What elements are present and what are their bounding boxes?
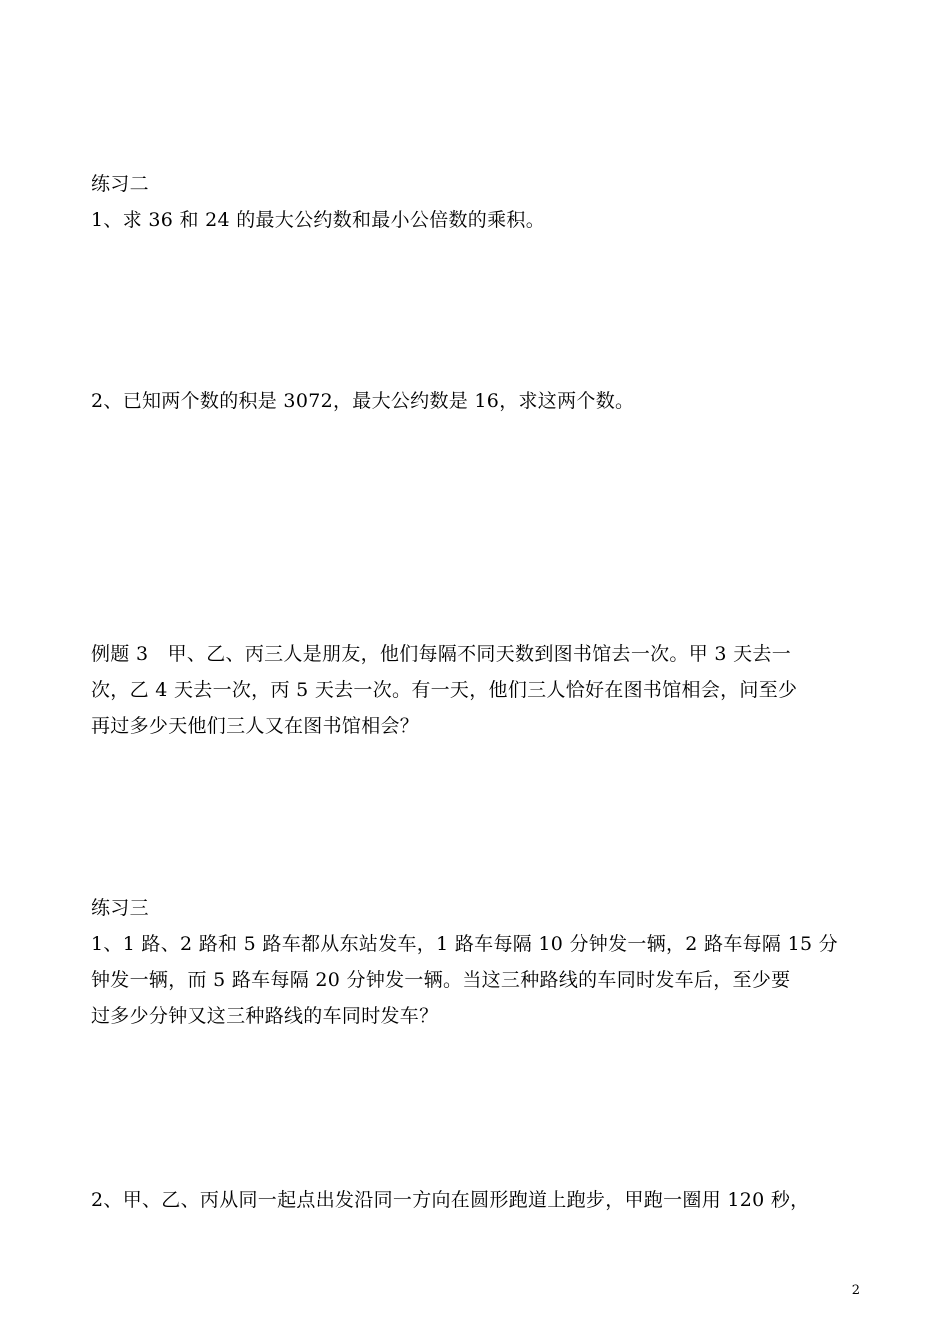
example-3-line: 例题 3 甲、乙、丙三人是朋友，他们每隔不同天数到图书馆去一次。甲 3 天去一 [91, 643, 791, 665]
exercise-2-question-1: 1、求 36 和 24 的最大公约数和最小公倍数的乘积。 [91, 209, 546, 231]
exercise-3-question-2-block [91, 1182, 866, 1218]
exercise-2-section [91, 166, 866, 238]
example-3-line: 再过多少天他们三人又在图书馆相会？ [91, 715, 420, 737]
exercise-3-heading: 练习三 [91, 897, 149, 919]
page-number: 2 [851, 1283, 860, 1298]
example-3-line: 次，乙 4 天去一次，丙 5 天去一次。有一天，他们三人恰好在图书馆相会，问至少 [91, 679, 798, 701]
exercise-2-heading: 练习二 [91, 173, 149, 195]
exercise-3-question-1-line: 钟发一辆，而 5 路车每隔 20 分钟发一辆。当这三种路线的车同时发车后，至少要 [91, 969, 791, 991]
exercise-3-question-2: 2、甲、乙、丙从同一起点出发沿同一方向在圆形跑道上跑步，甲跑一圈用 120 秒， [91, 1189, 810, 1211]
exercise-3-question-1-line: 过多少分钟又这三种路线的车同时发车？ [91, 1005, 439, 1027]
exercise-3-question-1-line: 1、1 路、2 路和 5 路车都从东站发车，1 路车每隔 10 分钟发一辆，2 路车每隔 15 分 [91, 933, 838, 955]
exercise-2-question-2-block [91, 383, 866, 419]
example-3-section [91, 636, 866, 744]
exercise-3-section [91, 890, 866, 1034]
exercise-2-question-2: 2、已知两个数的积是 3072，最大公约数是 16，求这两个数。 [91, 390, 635, 412]
